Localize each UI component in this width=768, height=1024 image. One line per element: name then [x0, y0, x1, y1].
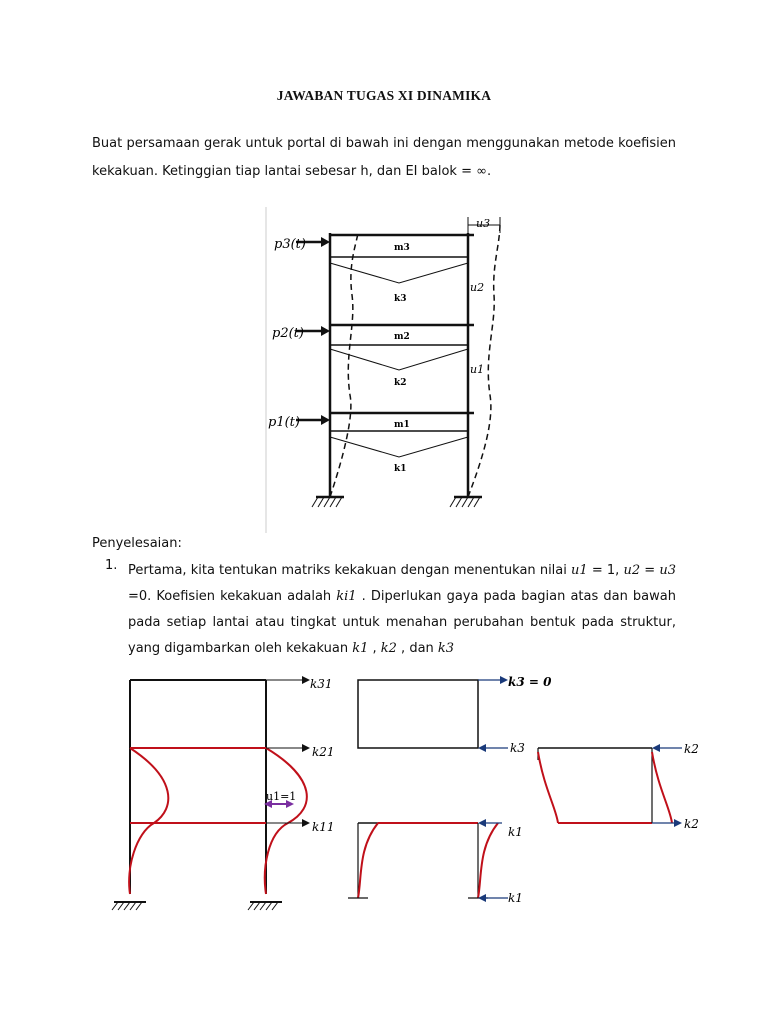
load-p2: p2(t) — [272, 326, 304, 341]
label-k21: k21 — [312, 745, 335, 759]
three-storey-frame-figure — [264, 205, 514, 535]
load-p1: p1(t) — [268, 415, 300, 430]
label-k11: k11 — [312, 820, 335, 834]
label-k2-top: k2 — [684, 742, 699, 756]
solution-heading: Penyelesaian: — [92, 536, 182, 551]
stiffness-k2: k2 — [394, 378, 407, 388]
disp-u3: u3 — [476, 217, 491, 230]
label-k3-eq-0: k3 = 0 — [508, 675, 552, 689]
list-item-number: 1. — [105, 558, 118, 573]
label-k2-bottom: k2 — [684, 817, 699, 831]
mass-m3: m3 — [394, 243, 410, 253]
stiffness-coefficient-figure — [96, 668, 716, 918]
label-k31: k31 — [310, 677, 333, 691]
list-item-text: Pertama, kita tentukan matriks kekakuan dengan menentukan nilai u1 = 1, u2 = u3 =0. Koefisien kekakuan adalah ki1 . Diperlukan gaya pada bagian atas dan bawah pada setiap lantai atau tingkat untuk menahan perubahan bentuk pada struktur, yang digambarkan oleh kekakuan k1 , k2 , dan k3 — [128, 563, 676, 656]
label-k1-bottom: k1 — [508, 891, 523, 905]
stiffness-k1: k1 — [394, 464, 407, 474]
mass-m1: m1 — [394, 420, 410, 430]
mass-m2: m2 — [394, 332, 410, 342]
label-k1-top: k1 — [508, 825, 523, 839]
intro-paragraph: Buat persamaan gerak untuk portal di bawah ini dengan menggunakan metode koefisien kekakuan. Ketinggian tiap lantai sebesar h, dan EI balok = ∞. — [92, 136, 676, 179]
page-title: JAWABAN TUGAS XI DINAMIKA — [276, 88, 492, 103]
label-u1-eq-1: u1=1 — [266, 790, 297, 803]
label-k3: k3 — [510, 741, 525, 755]
stiffness-k3: k3 — [394, 294, 407, 304]
disp-u1: u1 — [470, 363, 485, 376]
load-p3: p3(t) — [274, 237, 306, 252]
disp-u2: u2 — [470, 281, 485, 294]
